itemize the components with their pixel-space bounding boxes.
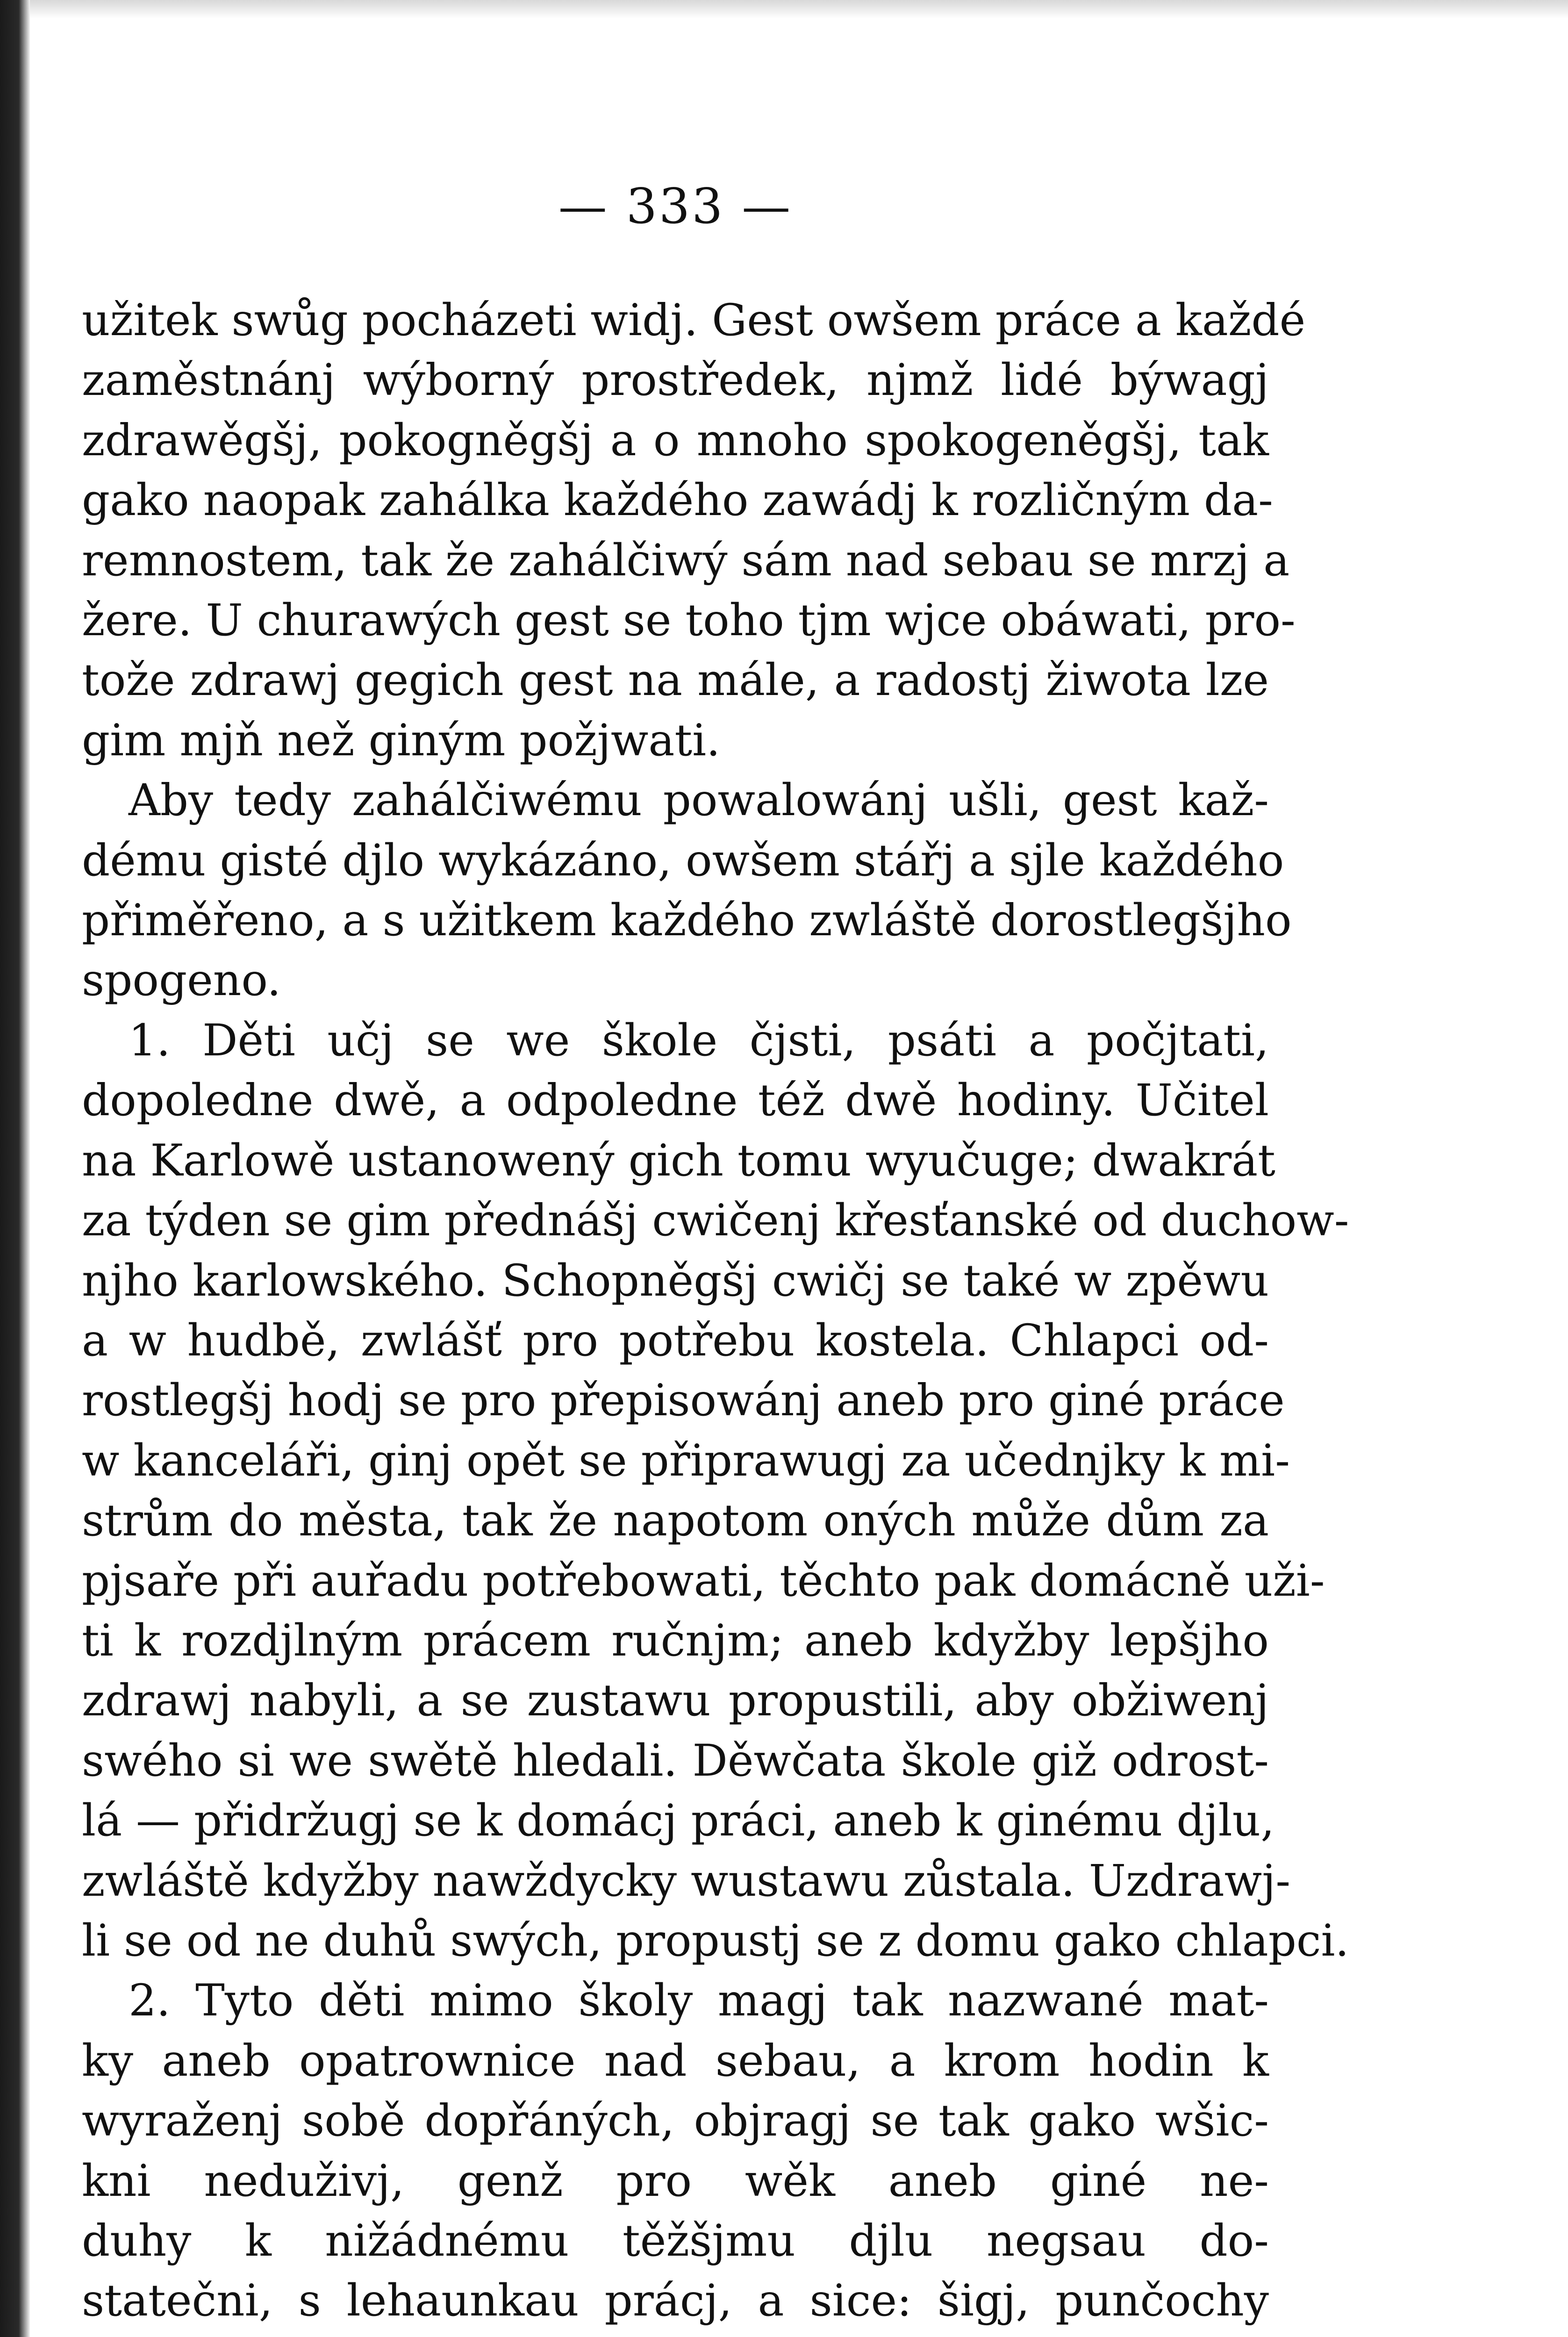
- text-line: w kanceláři, ginj opět se připrawugj za učednjky k mi-: [82, 1435, 1290, 1486]
- text-line: 1. Děti učj se we škole čjsti, psáti a počjtati,: [129, 1015, 1269, 1066]
- text-line: ti k rozdjlným prácem ručnjm; aneb kdyžby lepšjho: [82, 1615, 1269, 1666]
- text-line: ky aneb opatrownice nad sebau, a krom hodin k: [82, 2035, 1269, 2086]
- text-line: dému gisté djlo wykázáno, owšem stářj a sjle každého: [82, 835, 1284, 886]
- text-line: žere. U churawých gest se toho tjm wjce obáwati, pro-: [82, 595, 1296, 646]
- text-line: swého si we swětě hledali. Děwčata škole giž odrost-: [82, 1735, 1269, 1786]
- text-line: dopoledne dwě, a odpoledne též dwě hodiny. Učitel: [82, 1075, 1269, 1126]
- text-line: wyraženj sobě dopřáných, objragj se tak gako wšic-: [82, 2095, 1269, 2147]
- text-line: statečni, s lehaunkau prácj, a sice: šigj, punčochy: [82, 2275, 1269, 2327]
- text-line: rostlegšj hodj se pro přepisowánj aneb pro giné práce: [82, 1375, 1285, 1427]
- scan-edge-top: [30, 0, 1568, 19]
- text-line: li se od ne duhů swých, propustj se z domu gako chlapci.: [82, 1915, 1349, 1966]
- text-line: pjsaře při auřadu potřebowati, těchto pak domácně uži-: [82, 1555, 1325, 1606]
- text-line: Aby tedy zahálčiwému powalowánj ušli, gest kaž-: [129, 775, 1269, 826]
- text-line: přiměřeno, a s užitkem každého zwláště dorostlegšjho: [82, 895, 1292, 946]
- text-line: gako naopak zahálka každého zawádj k rozličným da-: [82, 475, 1273, 526]
- page-number: — 333 —: [558, 178, 793, 235]
- text-line: zdrawěgšj, pokogněgšj a o mnoho spokogeněgšj, tak: [82, 415, 1269, 466]
- book-page: [82, 178, 1349, 2331]
- text-line: za týden se gim přednášj cwičenj křesťanské od duchow-: [82, 1195, 1349, 1247]
- text-line: zaměstnánj wýborný prostředek, njmž lidé býwagj: [82, 355, 1269, 406]
- text-line: užitek swůg pocházeti widj. Gest owšem práce a každé: [82, 295, 1306, 346]
- text-line: gim mjň než giným požjwati.: [82, 715, 721, 766]
- text-line: strům do města, tak že napotom oných může dům za: [82, 1495, 1269, 1547]
- text-line: zwláště kdyžby nawždycky wustawu zůstala. Uzdrawj-: [82, 1855, 1291, 1907]
- text-line: duhy k nižádnému těžšjmu djlu negsau do-: [82, 2215, 1269, 2266]
- text-line: zdrawj nabyli, a se zustawu propustili, aby obžiwenj: [82, 1675, 1269, 1727]
- text-line: tože zdrawj gegich gest na mále, a radostj žiwota lze: [82, 655, 1269, 706]
- text-line: njho karlowského. Schopněgšj cwičj se také w zpěwu: [82, 1255, 1269, 1306]
- text-line: na Karlowě ustanowený gich tomu wyučuge; dwakrát: [82, 1135, 1275, 1186]
- text-line: a w hudbě, zwlášť pro potřebu kostela. Chlapci od-: [82, 1315, 1269, 1366]
- text-line: spogeno.: [82, 955, 281, 1006]
- scan-edge-left: [0, 0, 30, 2337]
- text-line: kni neduživj, genž pro wěk aneb giné ne-: [82, 2155, 1269, 2207]
- text-line: 2. Tyto děti mimo školy magj tak nazwané mat-: [129, 1975, 1269, 2027]
- text-line: lá — přidržugj se k domácj práci, aneb k ginému djlu,: [82, 1795, 1275, 1847]
- text-line: remnostem, tak že zahálčiwý sám nad sebau se mrzj a: [82, 535, 1290, 586]
- body-text: [82, 291, 1349, 2331]
